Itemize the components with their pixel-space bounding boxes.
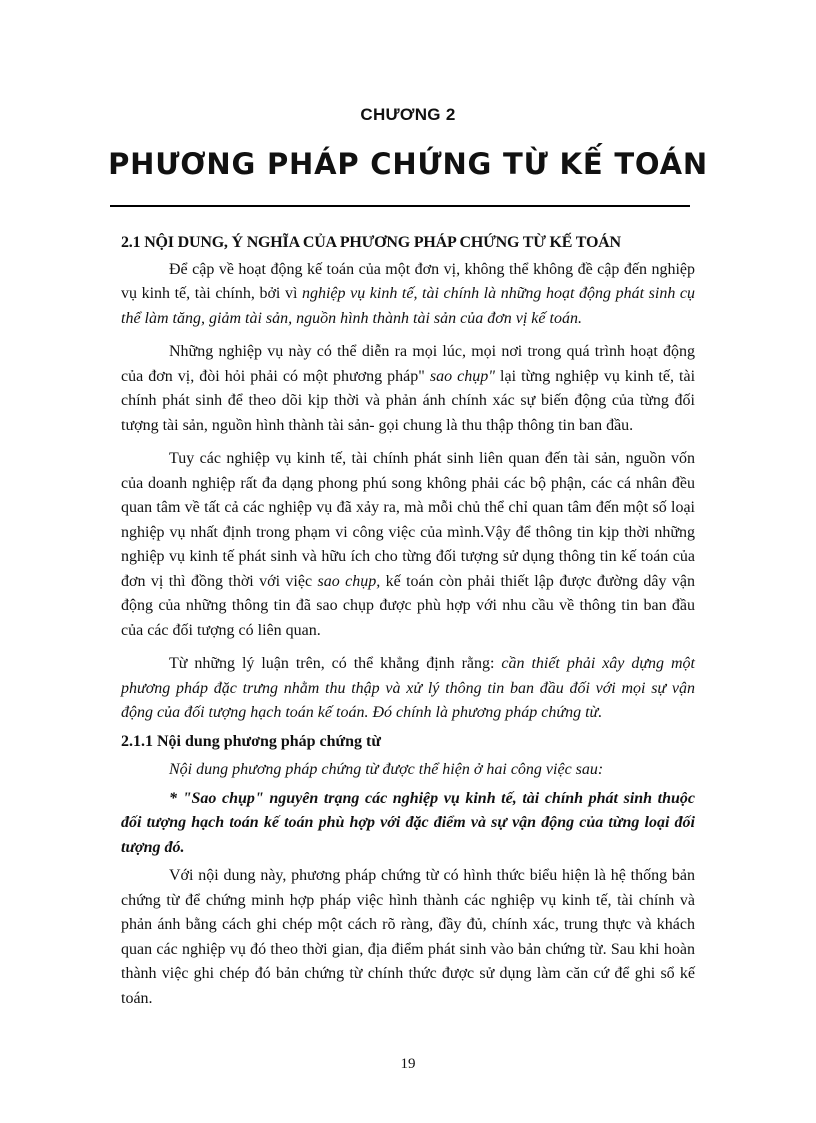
subsection-intro-text: Nội dung phương pháp chứng từ được thể hiện ở hai công việc sau: bbox=[169, 761, 604, 778]
paragraph-4-text: Từ những lý luận trên, có thể khẳng định rằng: bbox=[169, 655, 502, 672]
paragraph-4 bbox=[121, 652, 695, 726]
chapter-label: CHƯƠNG 2 bbox=[360, 105, 456, 124]
chapter-title: PHƯƠNG PHÁP CHỨNG TỪ KẾ TOÁN bbox=[108, 147, 708, 181]
paragraph-2-emphasis: sao chụp" bbox=[424, 367, 495, 385]
paragraph-3-text-a: Tuy các nghiệp vụ kinh tế, tài chính phát sinh liên quan đến tài sản, nguồn vốn của doanh nghiệp rất đa dạng phong phú song không phải các bộ phận, các cá nhân đều quan tâm về tất cả các nghiệp vụ đã xảy ra, mà mỗi chủ thể chỉ quan tâm đến một số loại nghiệp vụ nhất định trong phạm vi công việc của mình.Vậy để thông tin kịp thời những nghiệp vụ kinh tế phát sinh và hữu ích cho từng đối tượng sử dụng thông tin kế toán của đơn vị thì đồng thời với việc bbox=[121, 450, 695, 590]
title-divider bbox=[110, 205, 690, 207]
paragraph-5: Với nội dung này, phương pháp chứng từ có hình thức biểu hiện là hệ thống bản chứng từ để chứng minh hợp pháp việc hình thành các nghiệp vụ kinh tế, tài chính và phản ánh bằng cách ghi chép một cách rõ ràng, đầy đủ, chính xác, trung thực và khách quan các nghiệp vụ đó theo thời gian, địa điểm phát sinh vào bản chứng từ. Sau khi hoàn thành việc ghi chép đó bản chứng từ chính thức được sử dụng làm căn cứ để ghi sổ kế toán. bbox=[121, 867, 695, 1007]
paragraph-4-emphasis: cần thiết phải xây dựng một phương pháp đặc trưng nhằm thu thập và xử lý thông tin ban đầu đối với mọi sự vận động của đối tượng hạch toán kế toán. Đó chính là phương pháp chứng từ. bbox=[121, 655, 695, 721]
subsection-intro bbox=[121, 758, 695, 783]
paragraph-2 bbox=[121, 340, 695, 438]
paragraph-2-text-b: lại từng nghiệp vụ kinh tế, tài chính phát sinh để theo dõi kịp thời và phản ánh chính xác sự biến động của từng đối tượng tài sản, nguồn hình thành tài sản- gọi chung là thu thập thông tin ban đầu. bbox=[121, 367, 696, 434]
paragraph-3-emphasis: sao chụp, bbox=[317, 572, 381, 590]
paragraph-2-text-a: Những nghiệp vụ này có thể diễn ra mọi lúc, mọi nơi trong quá trình hoạt động của đơn vị, đòi hỏi phải có một phương pháp" bbox=[121, 343, 695, 385]
page-body bbox=[121, 231, 695, 1020]
page-number: 19 bbox=[400, 1056, 416, 1072]
paragraph-3-text-b: kế toán còn phải thiết lập được đường dây vận động của những thông tin đã sao chụp được phù hợp với nhu cầu về thông tin ban đầu của các đối tượng có liên quan. bbox=[121, 572, 696, 639]
bullet-point-text: * "Sao chụp" nguyên trạng các nghiệp vụ kinh tế, tài chính phát sinh thuộc đối tượng hạch toán kế toán phù hợp với đặc điểm và sự vận động của từng loại đối tượng đó. bbox=[121, 789, 695, 856]
section-heading: 2.1 NỘI DUNG, Ý NGHĨA CỦA PHƯƠNG PHÁP CHỨNG TỪ KẾ TOÁN bbox=[121, 234, 621, 251]
subsection-heading: 2.1.1 Nội dung phương pháp chứng từ bbox=[121, 732, 381, 750]
paragraph-1 bbox=[121, 258, 695, 332]
paragraph-1-text: Để cập về hoạt động kế toán của một đơn vị, không thể không đề cập đến nghiệp vụ kinh tế, tài chính, bởi vì bbox=[121, 260, 695, 302]
bullet-point bbox=[121, 787, 695, 861]
paragraph-1-emphasis: nghiệp vụ kinh tế, tài chính là những hoạt động phát sinh cụ thể làm tăng, giảm tài sản, nguồn hình thành tài sản của đơn vị kế toán. bbox=[121, 285, 696, 327]
paragraph-3 bbox=[121, 447, 695, 643]
